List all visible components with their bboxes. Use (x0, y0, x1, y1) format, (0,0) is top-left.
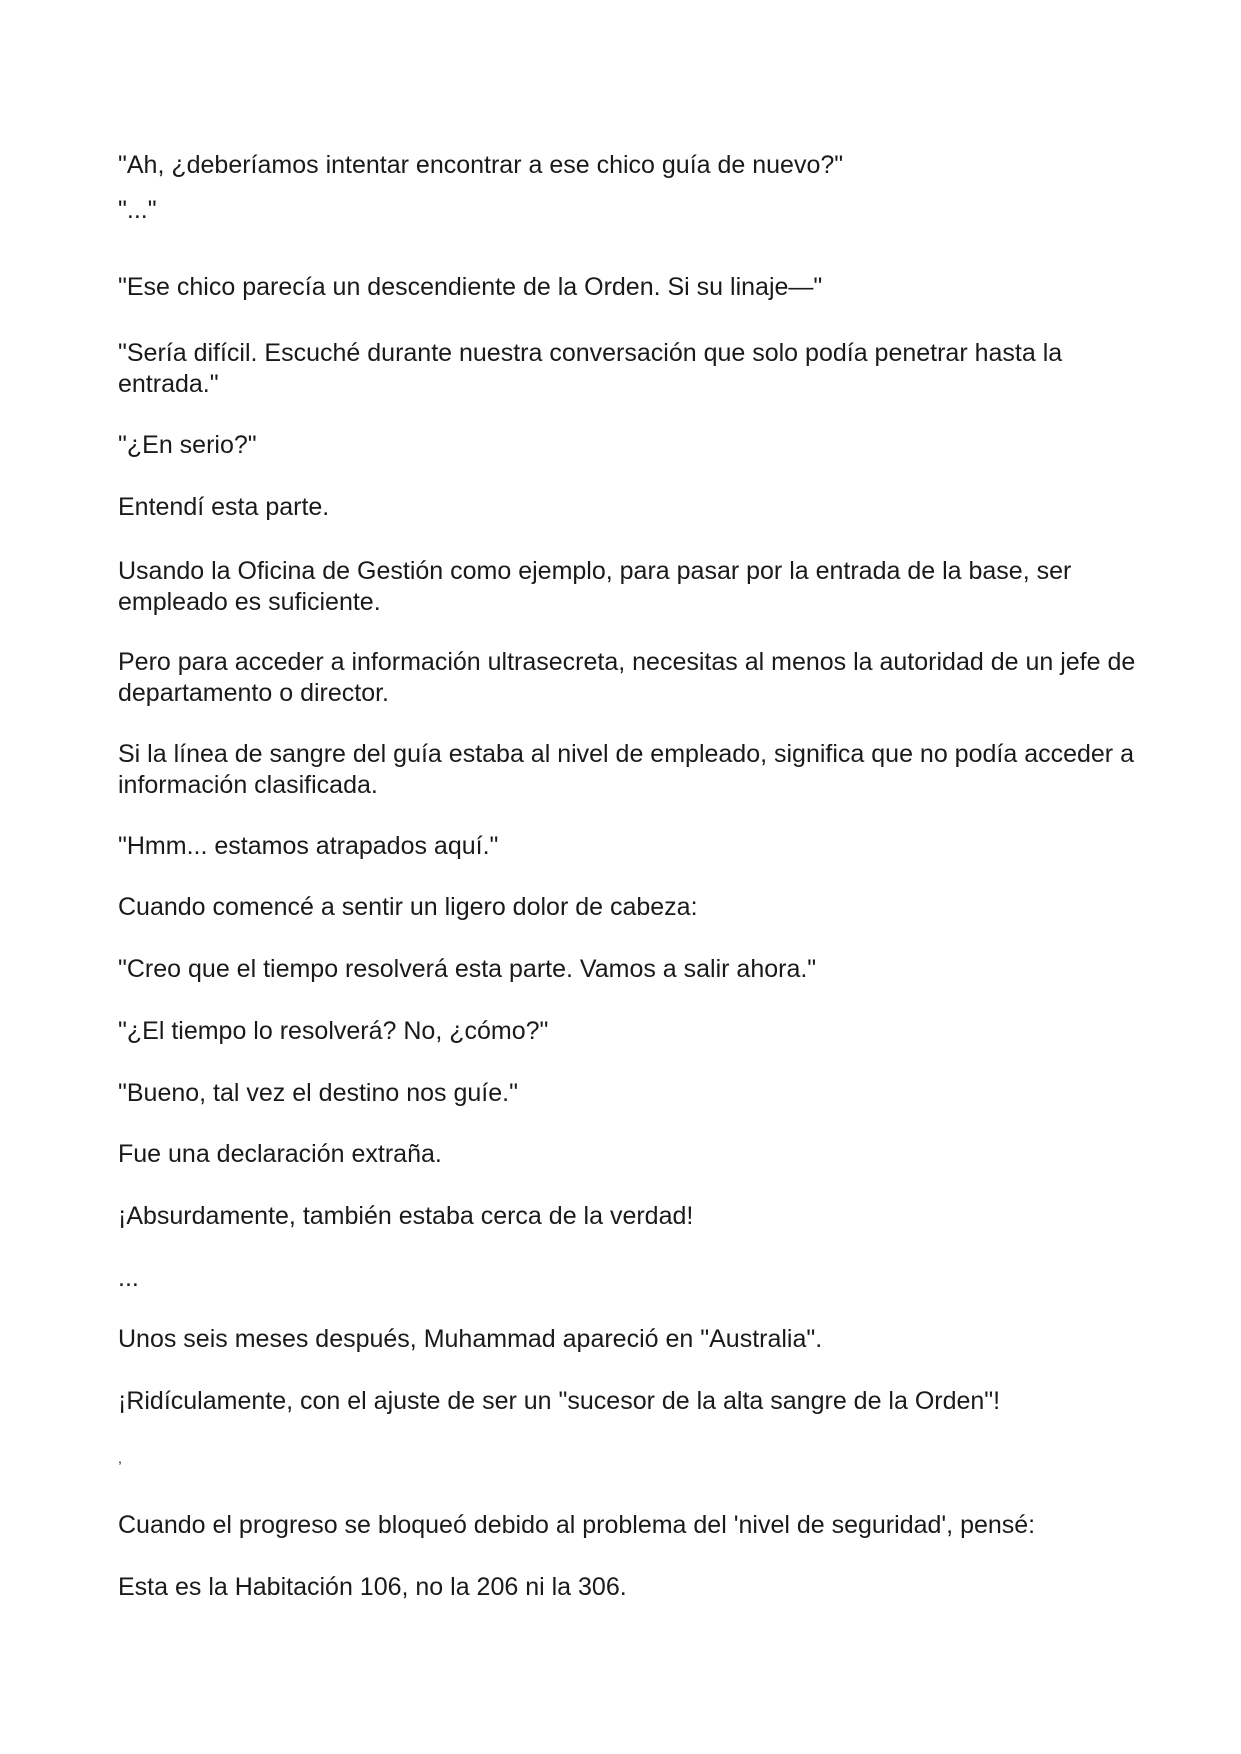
document-page (118, 0, 1138, 1754)
paragraph-11: Cuando comencé a sentir un ligero dolor de cabeza: (118, 893, 698, 921)
paragraph-15: Fue una declaración extraña. (118, 1140, 442, 1168)
paragraph-5: "¿En serio?" (118, 431, 257, 459)
paragraph-17: ... (118, 1264, 139, 1292)
paragraph-7: Usando la Oficina de Gestión como ejemplo, para pasar por la entrada de la base, ser empleado es suficiente. (118, 557, 1072, 616)
paragraph-10: "Hmm... estamos atrapados aquí." (118, 832, 499, 860)
paragraph-19: ¡Ridículamente, con el ajuste de ser un "sucesor de la alta sangre de la Orden"! (118, 1387, 1001, 1415)
paragraph-22: Esta es la Habitación 106, no la 206 ni la 306. (118, 1573, 627, 1601)
paragraph-1: "Ah, ¿deberíamos intentar encontrar a ese chico guía de nuevo?" (118, 151, 844, 179)
paragraph-20: , (118, 1450, 122, 1466)
paragraph-3: "Ese chico parecía un descendiente de la Orden. Si su linaje—" (118, 273, 823, 301)
paragraph-18: Unos seis meses después, Muhammad apareció en "Australia". (118, 1325, 823, 1353)
paragraph-16: ¡Absurdamente, también estaba cerca de la verdad! (118, 1202, 694, 1230)
paragraph-2: "..." (118, 196, 157, 224)
paragraph-14: "Bueno, tal vez el destino nos guíe." (118, 1079, 518, 1107)
paragraph-13: "¿El tiempo lo resolverá? No, ¿cómo?" (118, 1017, 549, 1045)
paragraph-6: Entendí esta parte. (118, 493, 330, 521)
paragraph-9: Si la línea de sangre del guía estaba al nivel de empleado, significa que no podía acceder a información clasificada. (118, 740, 1134, 799)
paragraph-12: "Creo que el tiempo resolverá esta parte. Vamos a salir ahora." (118, 955, 817, 983)
paragraph-21: Cuando el progreso se bloqueó debido al problema del 'nivel de seguridad', pensé: (118, 1511, 1036, 1539)
paragraph-8: Pero para acceder a información ultrasecreta, necesitas al menos la autoridad de un jefe de departamento o director. (118, 648, 1136, 707)
paragraph-4: "Sería difícil. Escuché durante nuestra conversación que solo podía penetrar hasta la entrada." (118, 339, 1063, 398)
